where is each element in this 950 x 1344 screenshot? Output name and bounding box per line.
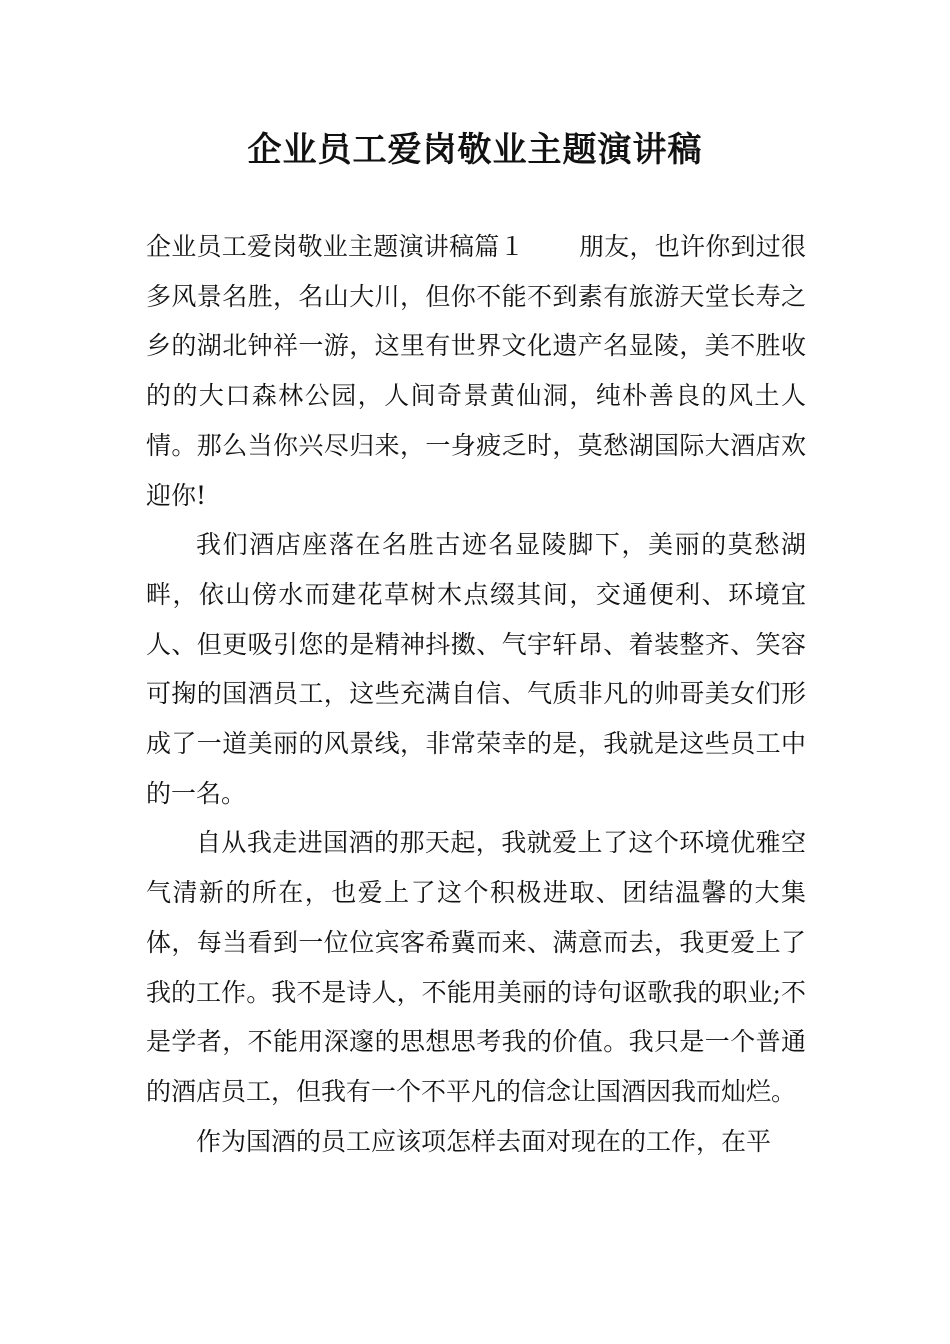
- paragraph-1-text: 朋友，也许你到过很多风景名胜，名山大川，但你不能不到素有旅游天堂长寿之乡的湖北钟祥一游，这里有世界文化遗产名显陵，美不胜收的的大口森林公园，人间奇景黄仙洞，纯朴善良的风土人情。那么当你兴尽归来，一身疲乏时，莫愁湖国际大酒店欢迎你!: [146, 232, 806, 510]
- document-title: 企业员工爱岗敬业主题演讲稿: [247, 130, 703, 170]
- section-heading: 企业员工爱岗敬业主题演讲稿篇１: [146, 232, 525, 261]
- paragraph-2: 我们酒店座落在名胜古迹名显陵脚下，美丽的莫愁湖畔，依山傍水而建花草树木点缀其间，交通便利、环境宜人、但更吸引您的是精神抖擞、气宇轩昂、着装整齐、笑容可掬的国酒员工，这些充满自信、气质非凡的帅哥美女们形成了一道美丽的风景线，非常荣幸的是，我就是这些员工中的一名。: [146, 530, 806, 808]
- paragraph-1: [146, 222, 806, 520]
- paragraph-4: 作为国酒的员工应该项怎样去面对现在的工作，在平: [196, 1126, 772, 1156]
- paragraph-3: 自从我走进国酒的那天起，我就爱上了这个环境优雅空气清新的所在，也爱上了这个积极进取、团结温馨的大集体，每当看到一位位宾客希冀而来、满意而去，我更爱上了我的工作。我不是诗人，不能用美丽的诗句讴歌我的职业;不是学者，不能用深邃的思想思考我的价值。我只是一个普通的酒店员工，但我有一个不平凡的信念让国酒因我而灿烂。: [146, 828, 806, 1106]
- document-body: [146, 222, 806, 1166]
